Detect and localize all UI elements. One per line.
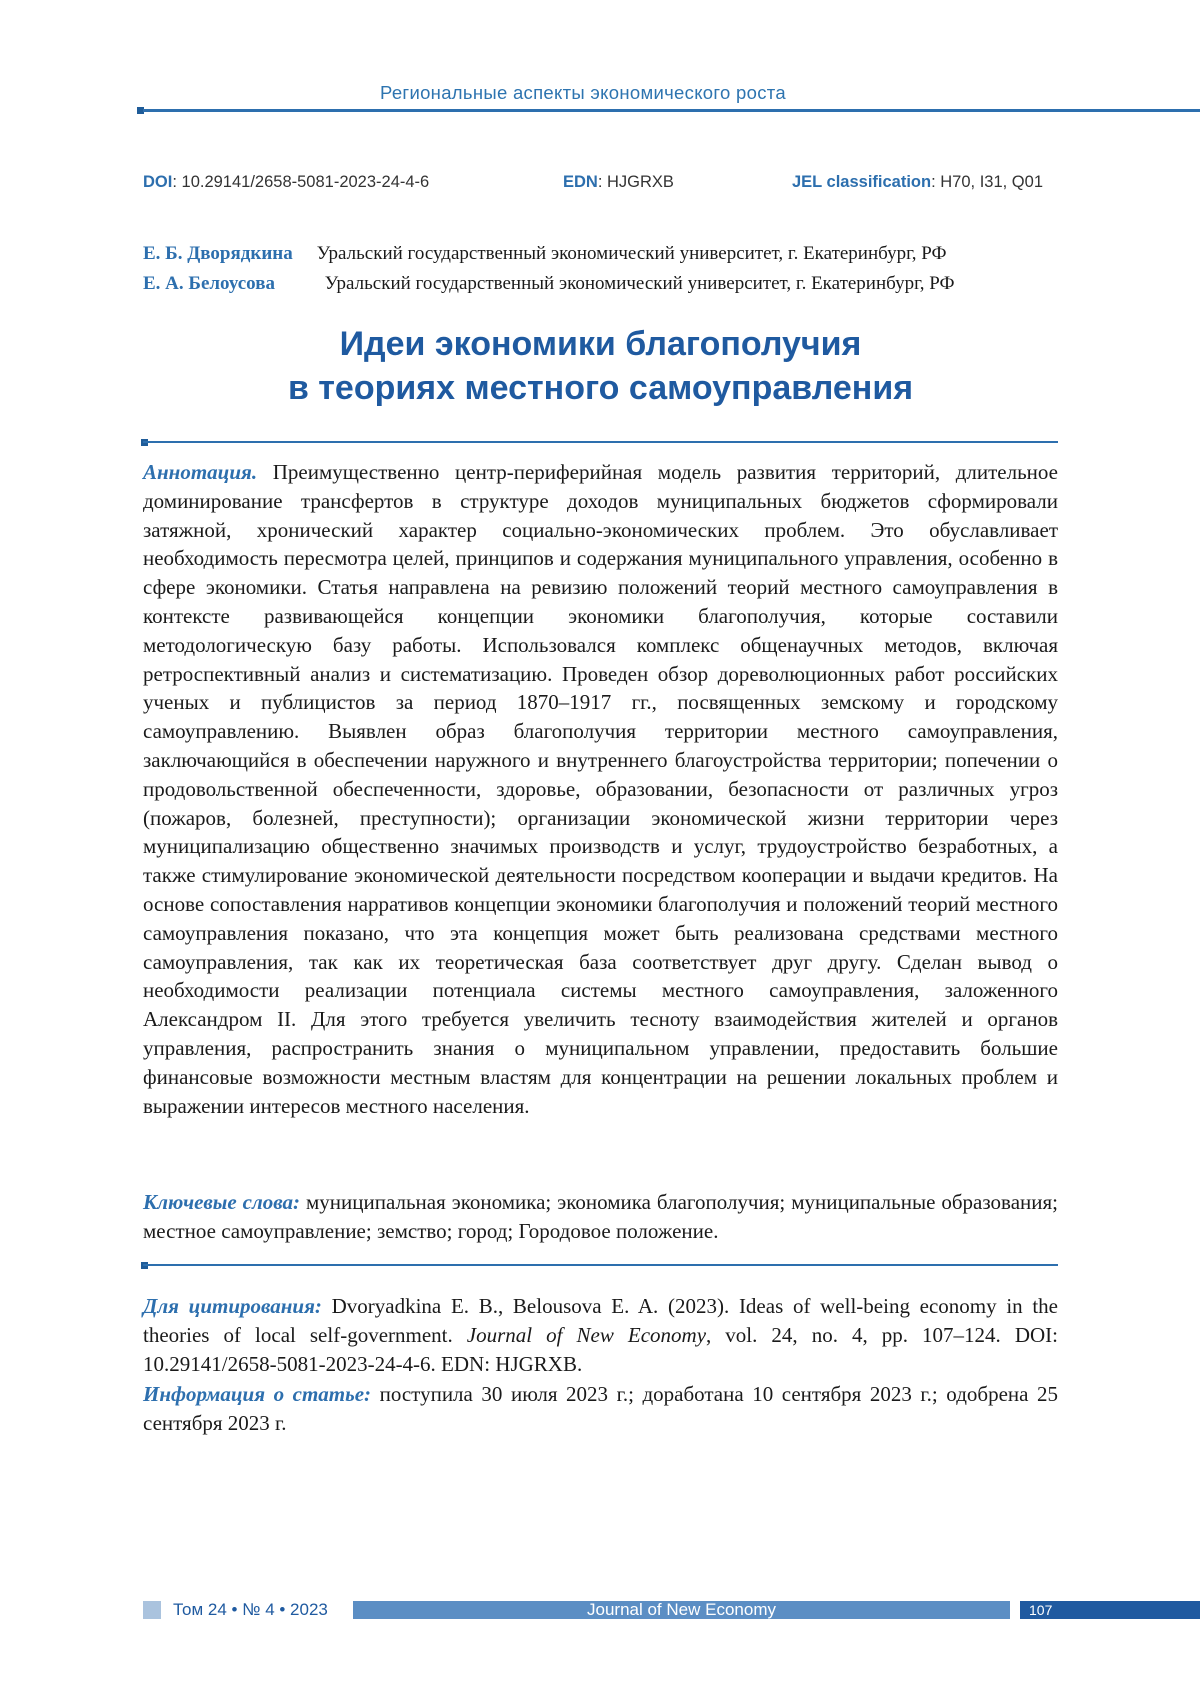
citation — [143, 1292, 1058, 1379]
author-affiliation: Уральский государственный экономический университет, г. Екатеринбург, РФ — [325, 273, 955, 294]
keywords-text: муниципальная экономика; экономика благополучия; муниципальные образования; местное самоуправление; земство; город; Городовое положение. — [143, 1190, 1058, 1243]
author-block — [143, 239, 955, 299]
abstract-text: Преимущественно центр-периферийная модель развития территорий, длительное доминирование трансфертов в структуре доходов муниципальных бюджетов сформировали затяжной, хронический характер социально-экономических проблем. Это обуславливает необходимость пересмотра целей, принципов и содержания муниципального управления, особенно в сфере экономики. Статья направлена на ревизию положений теорий местного самоуправления в контексте развивающейся концепции экономики благополучия, которые составили методологическую базу работы. Использовался комплекс общенаучных методов, включая ретроспективный анализ и систематизацию. Проведен обзор дореволюционных работ российских ученых и публицистов за период 1870–1917 гг., посвященных земскому и городскому самоуправлению. Выявлен образ благополучия территории местного самоуправления, заключающийся в обеспечении наружного и внутреннего благоустройства территории; попечении о продовольственной обеспеченности, здоровье, образовании, безопасности от различных угроз (пожаров, болезней, преступности); организации экономической жизни территории через муниципализацию общественно значимых производств и услуг, трудоустройство безработных, а также стимулирование экономической деятельности посредством кооперации и выдачи кредитов. На основе сопоставления нарративов концепции экономики благополучия и положений теорий местного самоуправления показано, что эта концепция может быть реализована средствами местного самоуправления, так как их теоретическая база соответствует друг другу. Сделан вывод о необходимости реализации потенциала системы местного самоуправления, заложенного Александром II. Для этого требуется увеличить тесноту взаимодействия жителей и органов управления, распространить знания о муниципальном управлении, предоставить большие финансовые возможности местным властям для концентрации на решении локальных проблем и выражении интересов местного населения. — [143, 460, 1058, 1118]
footer-issue: Том 24 • № 4 • 2023 — [173, 1600, 328, 1620]
doi-line — [143, 173, 429, 192]
abstract — [143, 458, 1058, 1120]
jel-line — [792, 173, 1043, 192]
edn-value: : HJGRXB — [598, 173, 674, 191]
article-info-text: поступила 30 июля 2023 г.; доработана 10 сентября 2023 г.; одобрена 25 сентября 2023 г. — [143, 1382, 1058, 1435]
citation-text: Dvoryadkina E. B., Belousova E. A. (2023). Ideas of well-being economy in the theories of local self-government. — [143, 1294, 1058, 1347]
header-rule — [143, 109, 1200, 112]
article-title — [143, 322, 1058, 410]
author-row — [143, 269, 955, 299]
keywords-label: Ключевые слова: — [143, 1190, 300, 1214]
citation-journal: Journal of New Economy — [467, 1323, 706, 1347]
abstract-label: Аннотация. — [143, 460, 257, 484]
page-number: 107 — [1020, 1601, 1200, 1619]
citation-text-end: , vol. 24, no. 4, pp. 107–124. DOI: 10.29141/2658-5081-2023-24-4-6. EDN: HJGRXB. — [143, 1323, 1058, 1376]
edn-line — [563, 173, 674, 192]
author-name: Е. А. Белоусова — [143, 269, 320, 299]
article-info-label: Информация о статье: — [143, 1382, 371, 1406]
footer-marker — [143, 1601, 161, 1619]
keywords — [143, 1188, 1058, 1246]
jel-value: : H70, I31, Q01 — [931, 173, 1043, 191]
doi-label: DOI — [143, 173, 172, 191]
author-name: Е. Б. Дворядкина — [143, 239, 312, 269]
title-line: в теориях местного самоуправления — [143, 366, 1058, 410]
author-affiliation: Уральский государственный экономический университет, г. Екатеринбург, РФ — [317, 243, 947, 264]
keywords-bottom-rule — [143, 1264, 1058, 1266]
jel-label: JEL classification — [792, 173, 931, 191]
author-row — [143, 239, 955, 269]
running-title: Региональные аспекты экономического роста — [380, 82, 820, 104]
citation-label: Для цитирования: — [143, 1294, 322, 1318]
title-line: Идеи экономики благополучия — [143, 322, 1058, 366]
doi-value: : 10.29141/2658-5081-2023-24-4-6 — [172, 173, 429, 191]
article-info — [143, 1380, 1058, 1438]
footer-journal: Journal of New Economy — [353, 1601, 1010, 1619]
edn-label: EDN — [563, 173, 598, 191]
abstract-top-rule — [143, 441, 1058, 443]
